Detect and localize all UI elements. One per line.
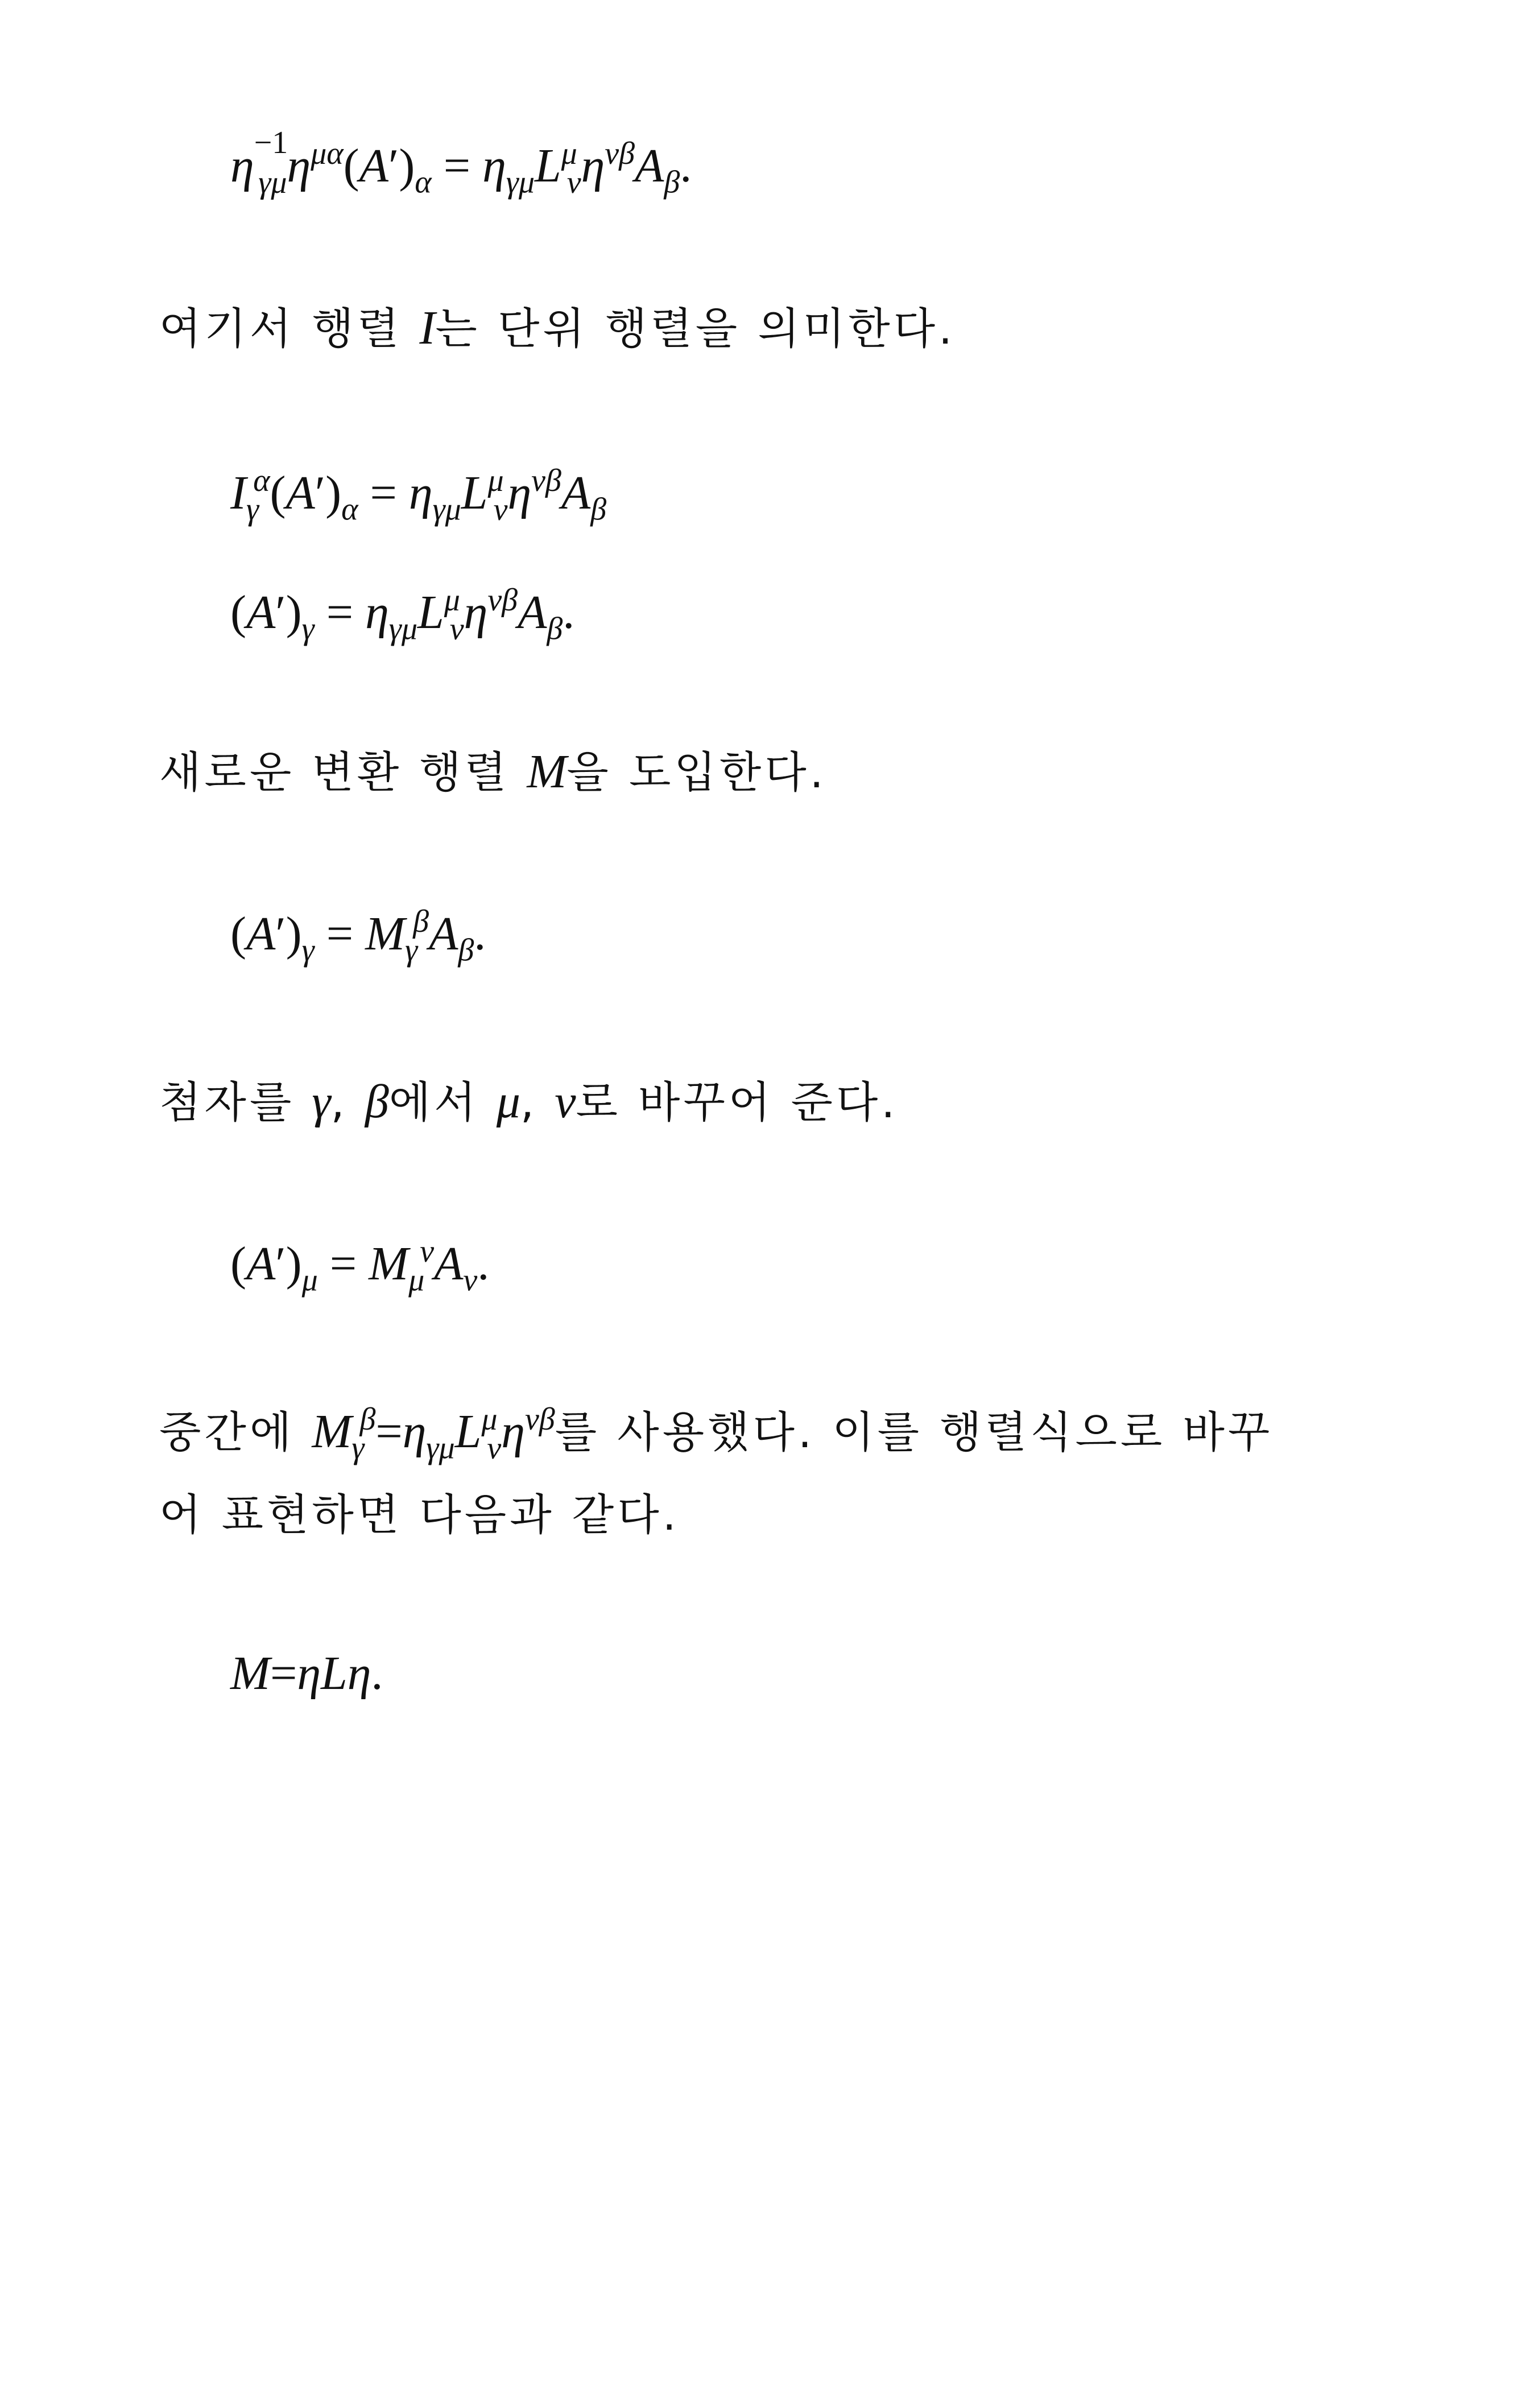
paragraph-matrix-form-line2 bbox=[159, 1489, 680, 1540]
text-segment: 첨자를 bbox=[159, 1077, 312, 1127]
paragraph-matrix-form-line1 bbox=[159, 1402, 1273, 1466]
inline-equation-M-definition: $M_\gamma^\beta=\eta_{\gamma\mu}L^\mu_\nu\eta^{\nu\beta}$ bbox=[312, 1402, 555, 1466]
math-gamma: γ bbox=[312, 1075, 331, 1128]
text-segment: 을 도입한다. bbox=[566, 747, 827, 798]
text-segment: 중간에 bbox=[159, 1407, 312, 1457]
equation-3: $(A')_\gamma = \eta_{\gamma\mu}L^\mu_\nu\eta^{\nu\beta}A_\beta$. bbox=[230, 583, 575, 647]
text-segment: 에서 bbox=[388, 1077, 497, 1127]
text-segment: , bbox=[520, 1077, 555, 1127]
math-nu: ν bbox=[555, 1075, 576, 1128]
math-beta: β bbox=[365, 1075, 389, 1128]
text-segment: 는 단위 행렬을 의미한다. bbox=[435, 303, 956, 354]
paragraph-identity-matrix bbox=[159, 301, 956, 354]
text-segment: 여기서 행렬 bbox=[159, 303, 420, 354]
text-segment: 로 바꾸어 준다. bbox=[576, 1077, 899, 1127]
equation-5: $(A')_\mu = M_\mu^\nu A_\nu$. bbox=[230, 1234, 490, 1298]
equation-6: M=ηLη. bbox=[230, 1647, 383, 1700]
math-variable-I: I bbox=[419, 301, 436, 354]
text-segment: 새로운 변환 행렬 bbox=[159, 747, 527, 798]
equation-2: $I_\gamma^\alpha(A')_\alpha = \eta_{\gamma\mu}L^\mu_\nu\eta^{\nu\beta}A_\beta$ bbox=[230, 463, 607, 527]
equation-1: $\eta^{-1}_{\gamma\mu}\eta^{\mu\alpha}(A')_\alpha = \eta_{\gamma\mu}L^\mu_\nu\eta^{\nu\beta}A_\beta$. bbox=[230, 125, 692, 200]
math-variable-M: M bbox=[527, 745, 567, 798]
paragraph-index-change bbox=[159, 1075, 899, 1128]
math-mu: μ bbox=[496, 1075, 520, 1128]
text-segment: 어 표현하면 다음과 같다. bbox=[159, 1489, 680, 1540]
paragraph-new-matrix bbox=[159, 745, 827, 798]
text-segment: , bbox=[330, 1077, 365, 1127]
text-segment: 를 사용했다. 이를 행렬식으로 바꾸 bbox=[555, 1407, 1273, 1457]
equation-4: $(A')_\gamma = M_\gamma^\beta A_\beta$. bbox=[230, 904, 486, 968]
